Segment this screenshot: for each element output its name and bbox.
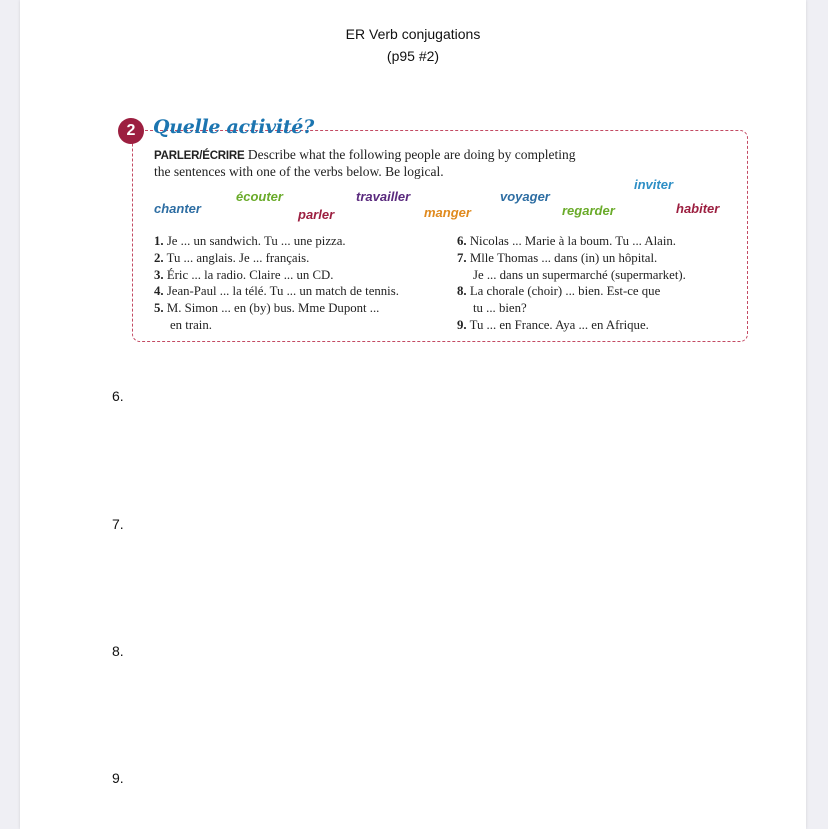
verb-manger: manger <box>424 205 471 220</box>
verb-travailler: travailler <box>356 189 411 204</box>
sentence-continuation: Je ... dans un supermarché (supermarket). <box>473 267 686 282</box>
sentence: 7. Mlle Thomas ... dans (in) un hôpital. <box>457 250 658 265</box>
sentences-left-column <box>154 233 454 334</box>
instruction-line-2: the sentences with one of the verbs below. Be logical. <box>154 164 444 179</box>
page-subtitle: (p95 #2) <box>386 48 440 64</box>
answer-label-7: 7. <box>112 516 124 532</box>
instruction-label: PARLER/ÉCRIRE <box>154 150 245 162</box>
verb-habiter: habiter <box>676 201 720 216</box>
sentences-right-column <box>457 233 757 334</box>
verb-inviter: inviter <box>634 177 674 192</box>
verb-chanter: chanter <box>154 201 201 216</box>
verb-regarder: regarder <box>562 203 615 218</box>
sentence: 3. Éric ... la radio. Claire ... un CD. <box>154 267 334 282</box>
sentence: 4. Jean-Paul ... la télé. Tu ... un match de tennis. <box>154 284 399 299</box>
sentence: 8. La chorale (choir) ... bien. Est-ce que <box>457 284 661 299</box>
sentence-continuation: tu ... bien? <box>473 301 527 316</box>
page-title: ER Verb conjugations <box>345 26 481 42</box>
instruction-line-1: Describe what the following people are doing by completing <box>247 147 576 162</box>
verb-ecouter: écouter <box>236 189 283 204</box>
verb-parler: parler <box>298 207 335 222</box>
verb-voyager: voyager <box>500 189 550 204</box>
sentence: 5. M. Simon ... en (by) bus. Mme Dupont ... <box>154 301 380 316</box>
sentence: 6. Nicolas ... Marie à la boum. Tu ... Alain. <box>457 234 676 248</box>
answer-label-8: 8. <box>112 643 124 659</box>
answer-label-6: 6. <box>112 388 124 404</box>
sentence: 1. Je ... un sandwich. Tu ... une pizza. <box>154 234 346 248</box>
sentence: 9. Tu ... en France. Aya ... en Afrique. <box>457 317 649 332</box>
sentence-continuation: en train. <box>170 317 212 332</box>
sentence: 2. Tu ... anglais. Je ... français. <box>154 250 310 265</box>
activity-figure <box>116 114 756 350</box>
activity-instructions <box>154 147 624 180</box>
document-page <box>20 0 806 829</box>
activity-title: Quelle activité? <box>153 116 314 138</box>
activity-number-badge: 2 <box>118 118 144 144</box>
answer-label-9: 9. <box>112 770 124 786</box>
